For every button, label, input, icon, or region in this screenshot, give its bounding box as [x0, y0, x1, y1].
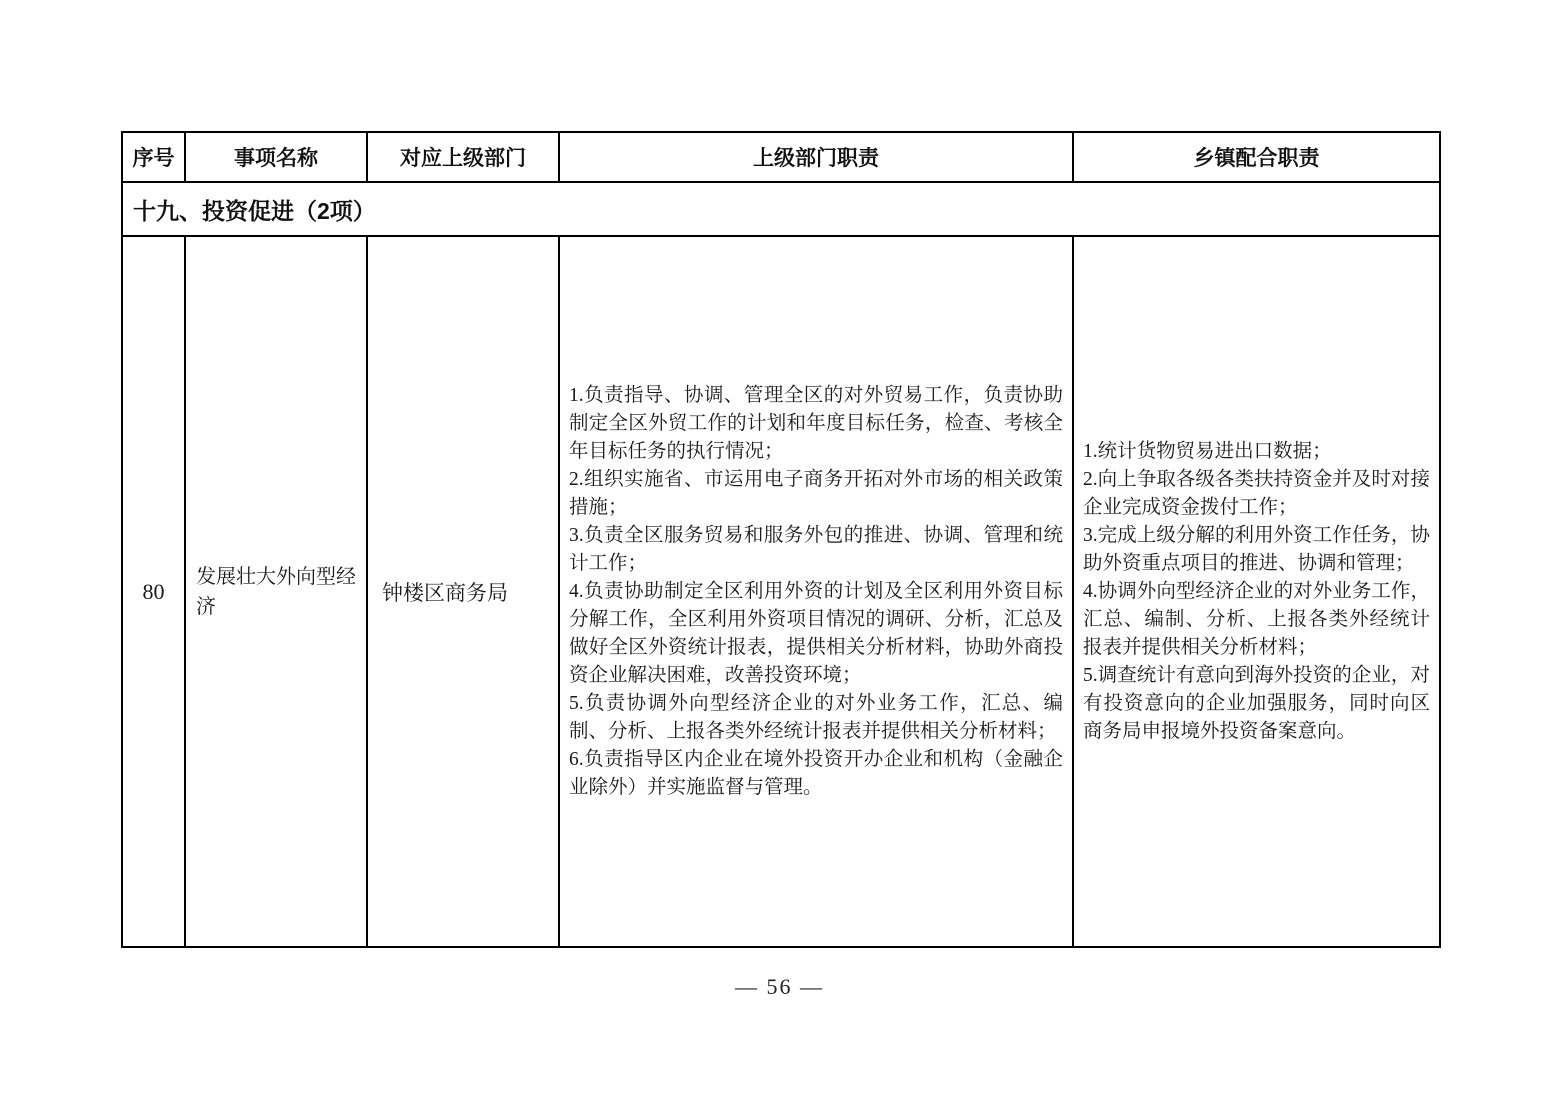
cell-department: 钟楼区商务局 [367, 236, 559, 947]
cell-serial-number: 80 [122, 236, 185, 947]
township-duty-item: 4.协调外向型经济企业的对外业务工作，汇总、编制、分析、上报各类外经统计报表并提供相关分析材料； [1083, 580, 1430, 658]
cell-item-name: 发展壮大外向型经济 [185, 236, 367, 947]
superior-duty-item: 2.组织实施省、市运用电子商务开拓对外市场的相关政策措施； [569, 468, 1063, 518]
col-header-item-name: 事项名称 [185, 132, 367, 182]
col-header-superior-duties: 上级部门职责 [559, 132, 1073, 182]
cell-superior-duties [559, 236, 1073, 947]
superior-duty-item: 3.负责全区服务贸易和服务外包的推进、协调、管理和统计工作； [569, 524, 1063, 574]
township-duty-item: 3.完成上级分解的利用外资工作任务，协助外资重点项目的推进、协调和管理； [1083, 524, 1430, 574]
table-row [122, 236, 1440, 947]
superior-duty-item: 4.负责协助制定全区利用外资的计划及全区利用外资目标分解工作，全区利用外资项目情况的调研、分析，汇总及做好全区外资统计报表，提供相关分析材料，协助外商投资企业解决困难，改善投资环境； [569, 580, 1063, 686]
col-header-serial: 序号 [122, 132, 185, 182]
township-duty-item: 2.向上争取各级各类扶持资金并及时对接企业完成资金拨付工作； [1083, 468, 1430, 518]
col-header-township-duties: 乡镇配合职责 [1073, 132, 1440, 182]
township-duty-item: 1.统计货物贸易进出口数据； [1083, 440, 1332, 462]
section-title: 十九、投资促进（2项） [122, 182, 1440, 236]
superior-duty-item: 5.负责协调外向型经济企业的对外业务工作，汇总、编制、分析、上报各类外经统计报表并提供相关分析材料； [569, 692, 1063, 742]
cell-township-duties [1073, 236, 1440, 947]
duty-table [121, 131, 1441, 948]
section-header-row [122, 182, 1440, 236]
superior-duty-item: 6.负责指导区内企业在境外投资开办企业和机构（金融企业除外）并实施监督与管理。 [569, 748, 1063, 798]
page-number: — 56 — [735, 974, 824, 999]
township-duty-item: 5.调查统计有意向到海外投资的企业，对有投资意向的企业加强服务，同时向区商务局申报境外投资备案意向。 [1083, 664, 1430, 742]
superior-duty-item: 1.负责指导、协调、管理全区的对外贸易工作，负责协助制定全区外贸工作的计划和年度目标任务，检查、考核全年目标任务的执行情况； [569, 384, 1063, 462]
table-header-row [122, 132, 1440, 182]
col-header-department: 对应上级部门 [367, 132, 559, 182]
